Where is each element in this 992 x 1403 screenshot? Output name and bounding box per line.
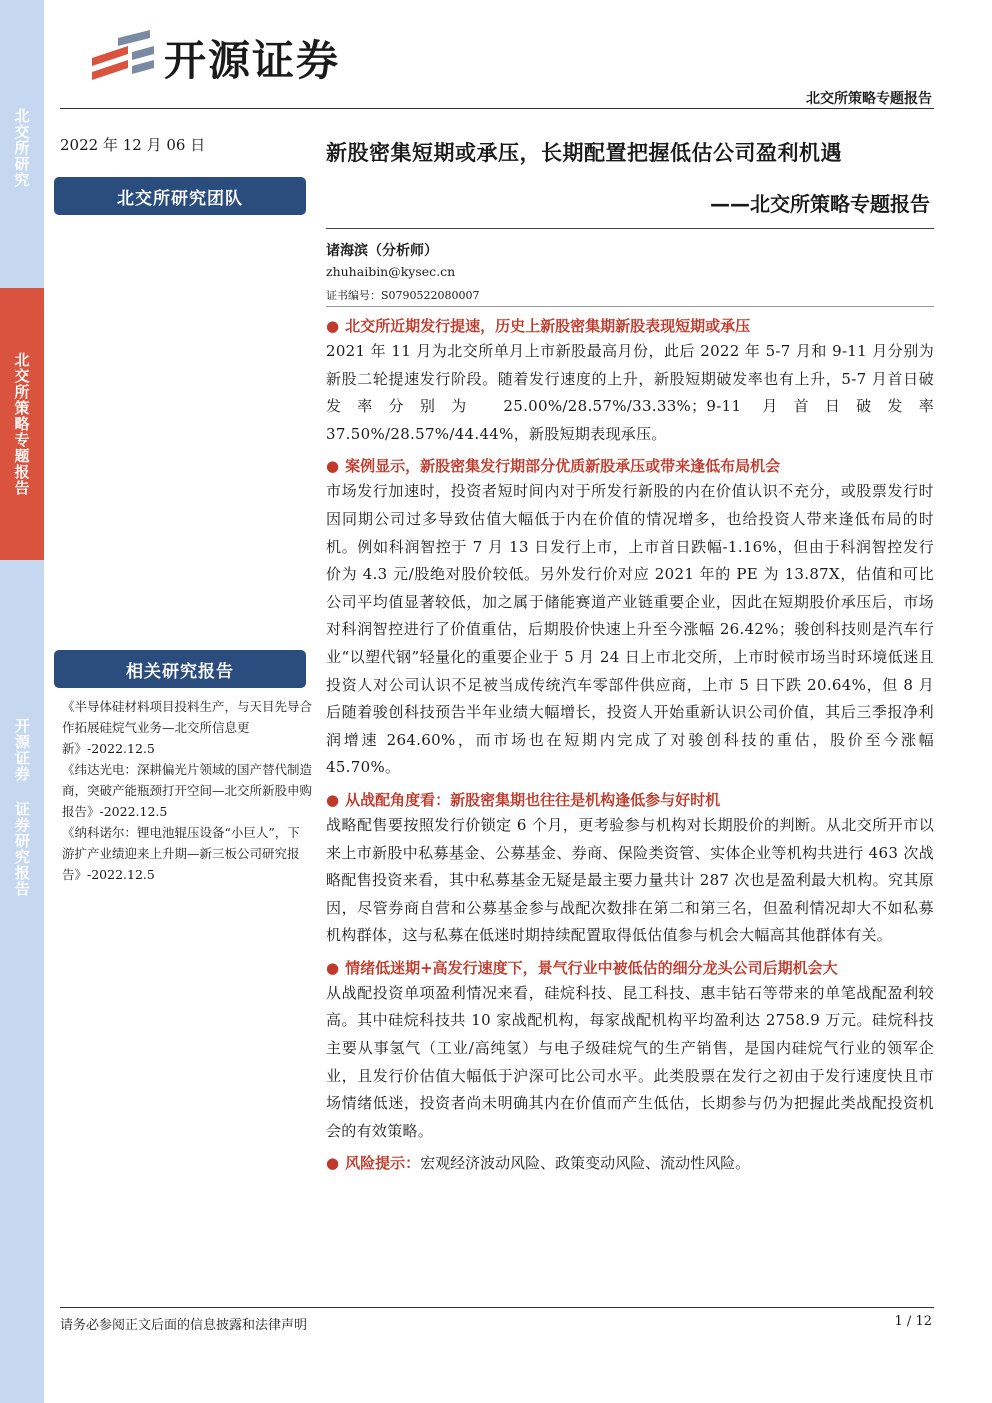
header-report-type: 北交所策略专题报告 xyxy=(806,91,932,107)
footer-divider xyxy=(60,1307,934,1308)
bullet-icon: ● xyxy=(326,1154,340,1173)
logo-mark-icon xyxy=(88,28,158,88)
analyst-name: 诸海滨（分析师） xyxy=(326,243,438,259)
bullet-icon: ● xyxy=(326,958,340,977)
report-subtitle: ——北交所策略专题报告 xyxy=(710,192,930,216)
analyst-divider xyxy=(326,306,934,307)
report-date: 2022 年 12 月 06 日 xyxy=(60,136,206,154)
section-heading-3: ● 从战配角度看：新股密集期也往往是机构逢低参与好时机 xyxy=(326,790,721,809)
sidebar-brand-label: 开源证券 证券研究报告 xyxy=(13,717,31,897)
bullet-icon: ● xyxy=(326,317,340,335)
report-body xyxy=(326,314,934,1175)
section-body-2: 市场发行加速时，投资者短时间内对于所发行新股的内在价值认识不充分，或股票发行时因同期公司过多导致估值大幅低于内在价值的情况增多，也给投资人带来逢低布局的时机。例如科润智控于 7 月 13 日发行上市，上市首日跌幅-1.16%，但由于科润智控发行价为 4.3 元/股绝对股价较低。另外发行价对应 2021 年的 PE 为 13.87X，估值和可比公司平均值显著较低，加之属于储能赛道产业链重要企业，因此在短期股价承压后，市场对科润智控进行了价值重估，后期股价快速上升至今涨幅 26.42%；骏创科技则是汽车行业“以塑代钢”轻量化的重要企业于 5 月 24 日上市北交所，上市时候市场当时环境低迷且投资人对公司认识不足被当成传统汽车零部件供应商，上市 5 日下跌 20.64%，但 8 月后随着骏创科技预告半年业绩大幅增长，投资人开始重新认识公司价值，其后三季报净利润增速 264.60%，而市场也在短期内完成了对骏创科技的重估，股价至今涨幅 45.70%。 xyxy=(326,482,934,777)
related-report-item[interactable]: 《半导体硅材料项目投料生产，与天目先导合作拓展硅烷气业务—北交所信息更新》-2022.12.5 xyxy=(62,699,313,756)
bullet-icon: ● xyxy=(326,457,340,476)
report-title: 新股密集短期或承压，长期配置把握低估公司盈利机遇 xyxy=(326,141,842,165)
section-heading-4: ● 情绪低迷期+高发行速度下，景气行业中被低估的细分龙头公司后期机会大 xyxy=(326,958,838,977)
risk-notice: ● 风险提示：宏观经济波动风险、政策变动风险、流动性风险。 xyxy=(326,1154,751,1173)
related-reports-list xyxy=(62,696,312,885)
related-report-item[interactable]: 《纬达光电：深耕偏光片领域的国产替代制造商，突破产能瓶颈打开空间—北交所新股申购报告》-2022.12.5 xyxy=(62,762,313,819)
section-heading-2: ● 案例显示，新股密集发行期部分优质新股承压或带来逢低布局机会 xyxy=(326,457,781,476)
section-heading-1: ● 北交所近期发行提速，历史上新股密集期新股表现短期或承压 xyxy=(326,317,751,335)
footer-disclaimer: 请务必参阅正文后面的信息披露和法律声明 xyxy=(60,1318,308,1333)
sidebar xyxy=(0,0,44,1403)
page-number: 1 / 12 xyxy=(894,1314,932,1329)
analyst-email[interactable]: zhuhaibin@kysec.cn xyxy=(326,264,456,279)
bullet-icon: ● xyxy=(326,790,340,809)
section-body-4: 从战配投资单项盈利情况来看，硅烷科技、昆工科技、惠丰钻石等带来的单笔战配盈利较高。其中硅烷科技共 10 家战配机构，每家战配机构平均盈利达 2758.9 万元。硅烷科技主要从事氢气（工业/高纯氢）与电子级硅烷气的生产销售，是国内硅烷气行业的领军企业，且发行价估值大幅低于沪深可比公司水平。此类股票在发行之初由于发行速度快且市场情绪低迷，投资者尚未明确其内在价值而产生低估，长期参与仍为把握此类战配投资机会的有效策略。 xyxy=(326,983,934,1140)
brand-logo xyxy=(88,28,378,88)
title-divider xyxy=(326,228,934,229)
sidebar-report-type-label: 北交所策略专题报告 xyxy=(0,288,44,560)
section-body-3: 战略配售要按照发行价锁定 6 个月，更考验参与机构对长期股价的判断。从北交所开市以来上市新股中私募基金、公募基金、券商、保险类资管、实体企业等机构共进行 463 次战略配售投资来看，其中私募基金无疑是最主要力量共计 287 次也是盈利最大机构。究其原因，尽管券商自营和公募基金参与战配次数排在第二和第三名，但盈利情况却大不如私募机构群体，这与私募在低迷时期持续配置取得低估值参与机会大幅高其他群体有关。 xyxy=(326,815,934,945)
related-report-item[interactable]: 《纳科诺尔：锂电池辊压设备“小巨人”，下游扩产业绩迎来上升期—新三板公司研究报告》-2022.12.5 xyxy=(62,825,300,882)
analyst-cert: 证书编号：S0790522080007 xyxy=(326,289,480,302)
section-body-1: 2021 年 11 月为北交所单月上市新股最高月份，此后 2022 年 5-7 月和 9-11 月分别为新股二轮提速发行阶段。随着发行速度的上升，新股短期破发率也有上升，5-7 月首日破发率分别为 25.00%/28.57%/33.33%；9-11 月首日破发率 37.50%/28.57%/44.44%，新股短期表现承压。 xyxy=(326,342,934,443)
related-reports-banner: 相关研究报告 xyxy=(54,650,306,688)
header-divider xyxy=(60,108,934,109)
brand-name: 开源证券 xyxy=(164,36,341,85)
sidebar-category-label: 北交所研究 xyxy=(12,107,31,188)
team-banner: 北交所研究团队 xyxy=(54,177,306,215)
